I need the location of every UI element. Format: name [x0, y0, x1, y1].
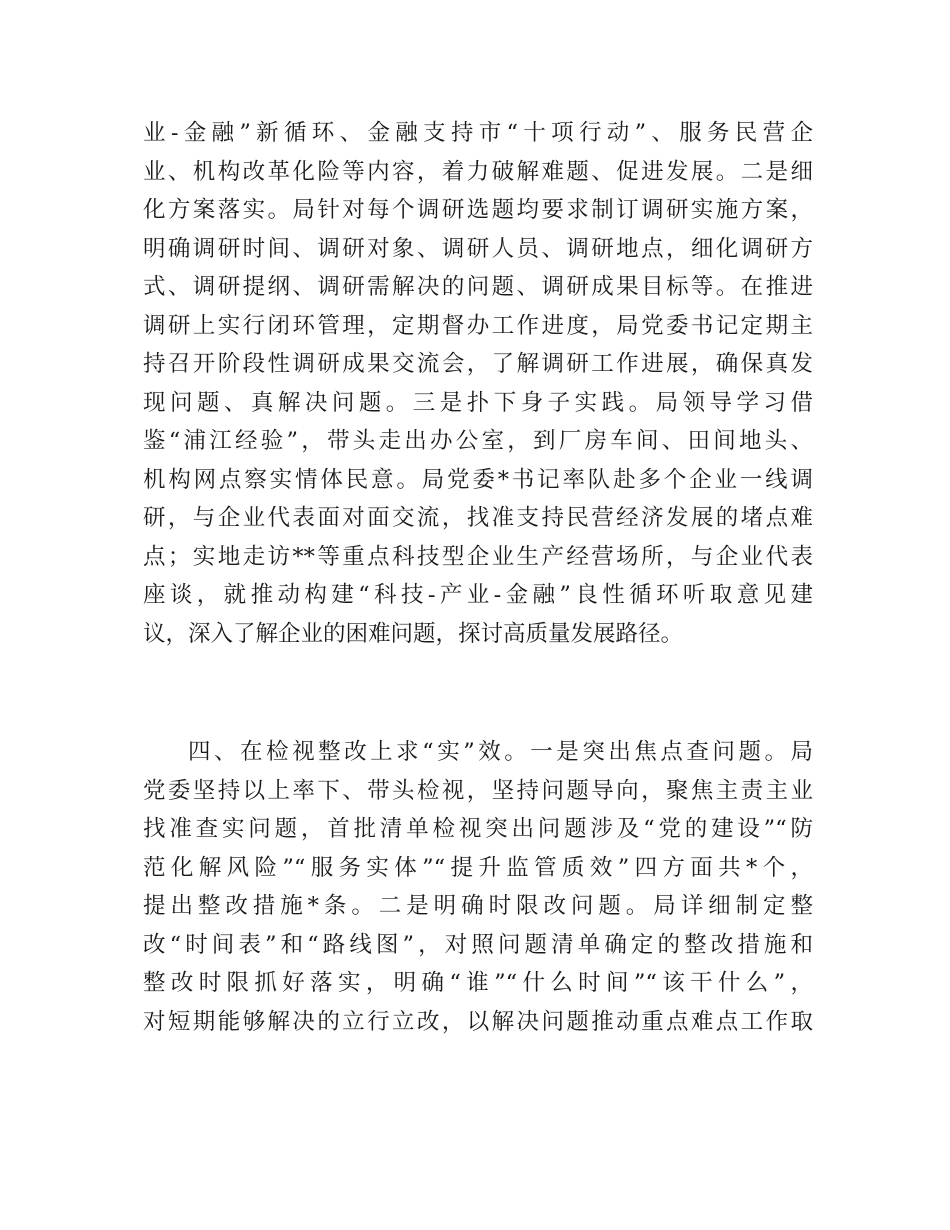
text-line: 四、在检视整改上求“实”效。一是突出焦点查问题。局 — [188, 739, 813, 765]
text-line: 式、调研提纲、调研需解决的问题、调研成果目标等。在推进 — [143, 274, 813, 300]
text-line: 调研上实行闭环管理，定期督办工作进度，局党委书记定期主 — [143, 312, 813, 339]
text-line: 点；实地走访**等重点科技型企业生产经营场所，与企业代表 — [143, 543, 813, 570]
text-line: 持召开阶段性调研成果交流会，了解调研工作进展，确保真发 — [143, 351, 813, 377]
text-line: 党委坚持以上率下、带头检视，坚持问题导向，聚焦主责主业 — [143, 777, 813, 804]
text-line: 研，与企业代表面对面交流，找准支持民营经济发展的堵点难 — [143, 505, 813, 531]
text-line: 范化解风险”“服务实体”“提升监管质效”四方面共*个， — [143, 854, 813, 881]
text-line: 对短期能够解决的立行立改，以解决问题推动重点难点工作取 — [143, 1008, 813, 1035]
text-line: 找准查实问题，首批清单检视突出问题涉及“党的建设”“防 — [143, 816, 813, 842]
text-line: 明确调研时间、调研对象、调研人员、调研地点，细化调研方 — [143, 235, 813, 262]
text-line: 议，深入了解企业的困难问题，探讨高质量发展路径。 — [143, 620, 684, 647]
paragraph-2 — [143, 733, 813, 1041]
text-line: 鉴“浦江经验”，带头走出办公室，到厂房车间、田间地头、 — [143, 428, 813, 454]
paragraph-1 — [143, 114, 813, 653]
text-line: 座谈，就推动构建“科技-产业-金融”良性循环听取意见建 — [143, 582, 813, 608]
text-line: 业-金融”新循环、金融支持市“十项行动”、服务民营企 — [143, 120, 813, 146]
text-line: 化方案落实。局针对每个调研选题均要求制订调研实施方案， — [143, 197, 813, 223]
text-line: 业、机构改革化险等内容，着力破解难题、促进发展。二是细 — [143, 158, 813, 185]
text-line: 整改时限抓好落实，明确“谁”“什么时间”“该干什么”， — [143, 970, 813, 996]
text-line: 提出整改措施*条。二是明确时限改问题。局详细制定整 — [143, 893, 813, 919]
text-line: 机构网点察实情体民意。局党委*书记率队赴多个企业一线调 — [143, 466, 813, 493]
text-line: 现问题、真解决问题。三是扑下身子实践。局领导学习借 — [143, 389, 813, 416]
text-line: 改“时间表”和“路线图”，对照问题清单确定的整改措施和 — [143, 931, 813, 958]
